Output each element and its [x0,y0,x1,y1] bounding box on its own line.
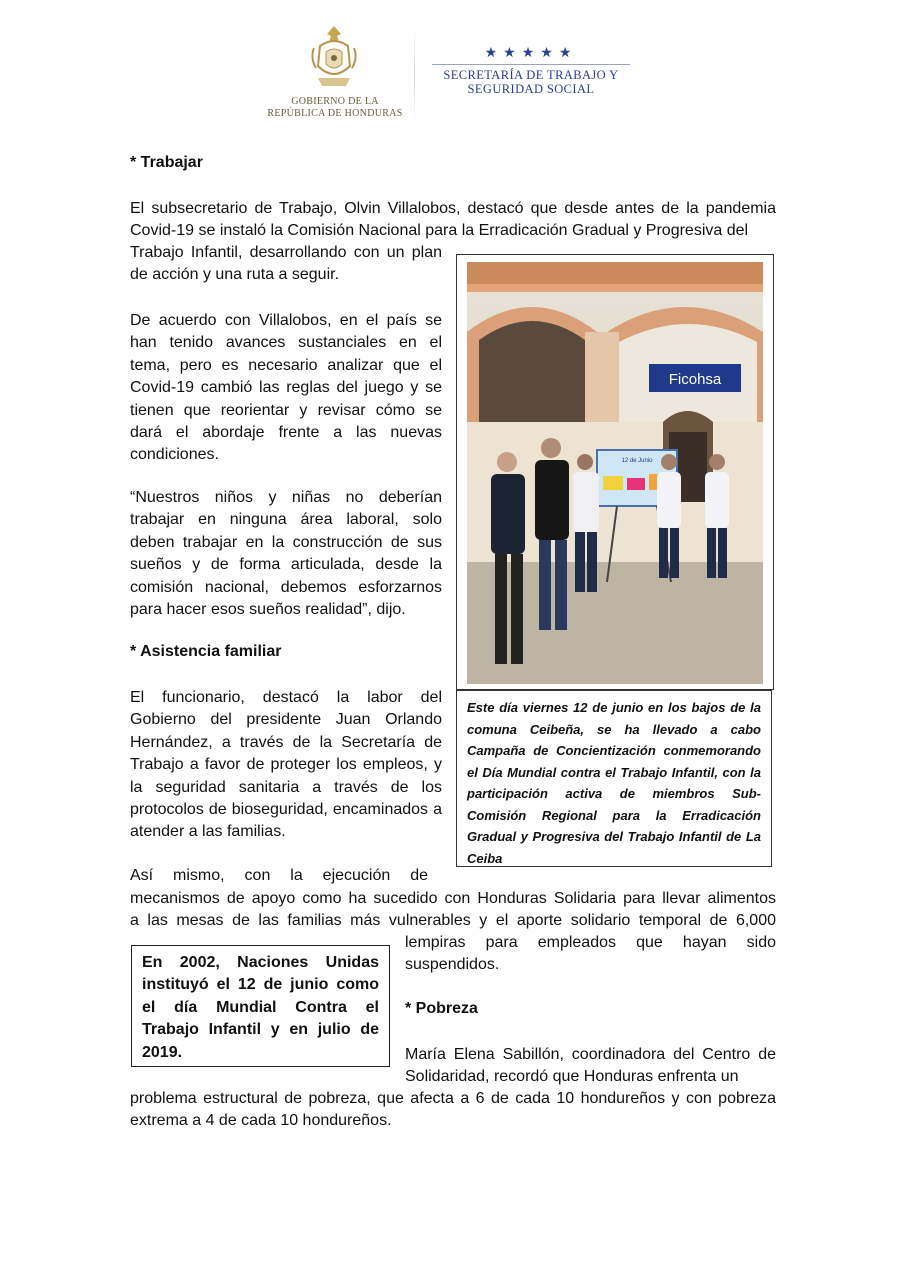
secretaria-line2: SEGURIDAD SOCIAL [467,82,595,96]
info-note-box [131,945,390,1067]
coat-of-arms-icon [304,22,364,94]
heading-trabajar: * Trabajar [130,154,203,171]
heading-asistencia: * Asistencia familiar [130,643,282,660]
gov-name-line2: REPÚBLICA DE HONDURAS [267,108,403,119]
info-note-text: En 2002, Naciones Unidas instituyó el 12 de junio como el día Mundial Contra el Trabajo Infantil y en julio de 2019. [142,954,379,1061]
stars-icon: ★★★★★ [484,44,578,60]
paragraph-asistencia-2-end: lempiras para empleados que hayan sido suspendidos. [405,934,776,974]
secretaria-line1: SECRETARÍA DE TRABAJO Y [443,68,619,82]
photo-caption-box [456,690,772,867]
event-photo-image [467,262,763,684]
paragraph-pobreza-start: María Elena Sabillón, coordinadora del Centro de Solidaridad, recordó que Honduras enfrenta un [405,1046,776,1086]
paragraph-asistencia-2-line3: a las mesas de las familias más vulnerables y el aporte solidario temporal de 6,000 [130,912,776,929]
paragraph-trabajar-2: De acuerdo con Villalobos, en el país se han tenido avances sustanciales en el tema, pero es necesario analizar que el Covid-19 cambió las reglas del juego y se tienen que reorientar y revisar cómo se dará el abordaje frente a las nuevas condiciones. [130,312,442,464]
photo-frame [456,254,774,690]
paragraph-asistencia-2-start: Así mismo, con la ejecución de [130,867,428,884]
photo-caption: Este día viernes 12 de junio en los bajos de la comuna Ceibeña, se ha llevado a cabo Campaña de Concientización conmemorando el Día Mundial contra el Trabajo Infantil, con la participación activa de miembros Sub-Comisión Regional para la Erradicación Gradual y Progresiva del Trabajo Infantil de La Ceiba [467,700,761,866]
paragraph-asistencia-2-line2: mecanismos de apoyo como ha sucedido con Honduras Solidaria para llevar alimentos [130,890,776,907]
ficohsa-sign-text: Ficohsa [668,371,722,388]
poster-title: 12 de Junio [621,458,653,464]
page-header [260,20,650,125]
gov-name-line1: GOBIERNO DE LA [291,96,379,107]
paragraph-trabajar-3: “Nuestros niños y niñas no deberían trabajar en ninguna área laboral, solo deben trabajar en la construcción de sus sueños y de forma articulada, desde la comisión nacional, debemos esforzarnos para hacer esos sueños realidad”, dijo. [130,489,442,619]
paragraph-trabajar-1: El subsecretario de Trabajo, Olvin Villalobos, destacó que desde antes de la pandemia Covid-19 se instaló la Comisión Nacional para la Erradicación Gradual y Progresiva del [130,200,776,240]
header-divider [414,30,415,120]
paragraph-trabajar-1-cont: Trabajo Infantil, desarrollando con un plan de acción y una ruta a seguir. [130,244,442,284]
event-photo [467,262,763,684]
paragraph-pobreza-end: problema estructural de pobreza, que afecta a 6 de cada 10 hondureños y con pobreza extrema a 4 de cada 10 hondureños. [130,1090,776,1130]
paragraph-asistencia-1: El funcionario, destacó la labor del Gobierno del presidente Juan Orlando Hernández, a través de la Secretaría de Trabajo a favor de proteger los empleos, y la seguridad sanitaria a través de los protocolos de bioseguridad, encaminados a atender a las familias. [130,689,442,841]
heading-pobreza: * Pobreza [405,1000,478,1017]
header-rule [432,64,630,65]
